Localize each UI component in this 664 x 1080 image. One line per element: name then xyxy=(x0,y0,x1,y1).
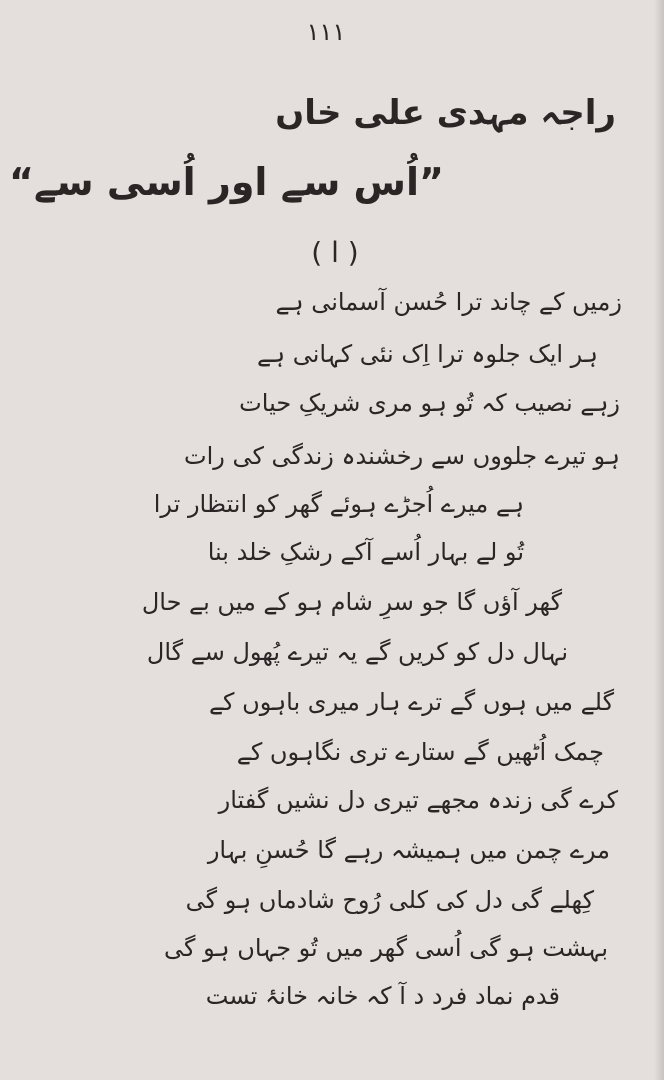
verse-line-7: گھر آؤں گا جو سرِ شام ہو کے میں بے حال xyxy=(141,588,562,616)
verse-line-2: ہر ایک جلوہ ترا اِک نئی کہانی ہے xyxy=(256,340,598,368)
author-name: راجہ مہدی علی خاں xyxy=(275,93,616,133)
verse-line-13: کِھلے گی دل کی کلی رُوح شادماں ہو گی xyxy=(185,886,594,914)
verse-line-12: مرے چمن میں ہمیشہ رہے گا حُسنِ بہار xyxy=(207,836,610,864)
poem-title: ”اُس سے اور اُسی سے“ xyxy=(9,160,444,204)
section-number: ( ا ) xyxy=(311,236,359,269)
verse-line-4: ہو تیرے جلووں سے رخشندہ زندگی کی رات xyxy=(184,442,620,470)
verse-line-10: چمک اُٹھیں گے ستارے تری نگاہوں کے xyxy=(236,738,604,766)
page-number: ۱۱۱ xyxy=(306,18,346,46)
verse-line-3: زہے نصیب کہ تُو ہو مری شریکِ حیات xyxy=(239,389,620,417)
verse-line-15: قدم نماد فرد د آ کہ خانہ خانۂ تست xyxy=(205,982,560,1010)
verse-line-6: تُو لے بہار اُسے آکے رشکِ خلد بنا xyxy=(207,538,524,566)
verse-line-1: زمیں کے چاند ترا حُسن آسمانی ہے xyxy=(275,288,622,316)
verse-line-5: ہے میرے اُجڑے ہوئے گھر کو انتظار ترا xyxy=(153,490,524,518)
verse-line-9: گلے میں ہوں گے ترے ہار میری باہوں کے xyxy=(208,688,614,716)
verse-line-8: نہال دل کو کریں گے یہ تیرے پُھول سے گال xyxy=(146,638,568,666)
page-edge-shadow xyxy=(654,0,664,1080)
verse-line-14: بہشت ہو گی اُسی گھر میں تُو جہاں ہو گی xyxy=(164,934,608,962)
verse-line-11: کرے گی زندہ مجھے تیری دل نشیں گفتار xyxy=(218,786,618,814)
